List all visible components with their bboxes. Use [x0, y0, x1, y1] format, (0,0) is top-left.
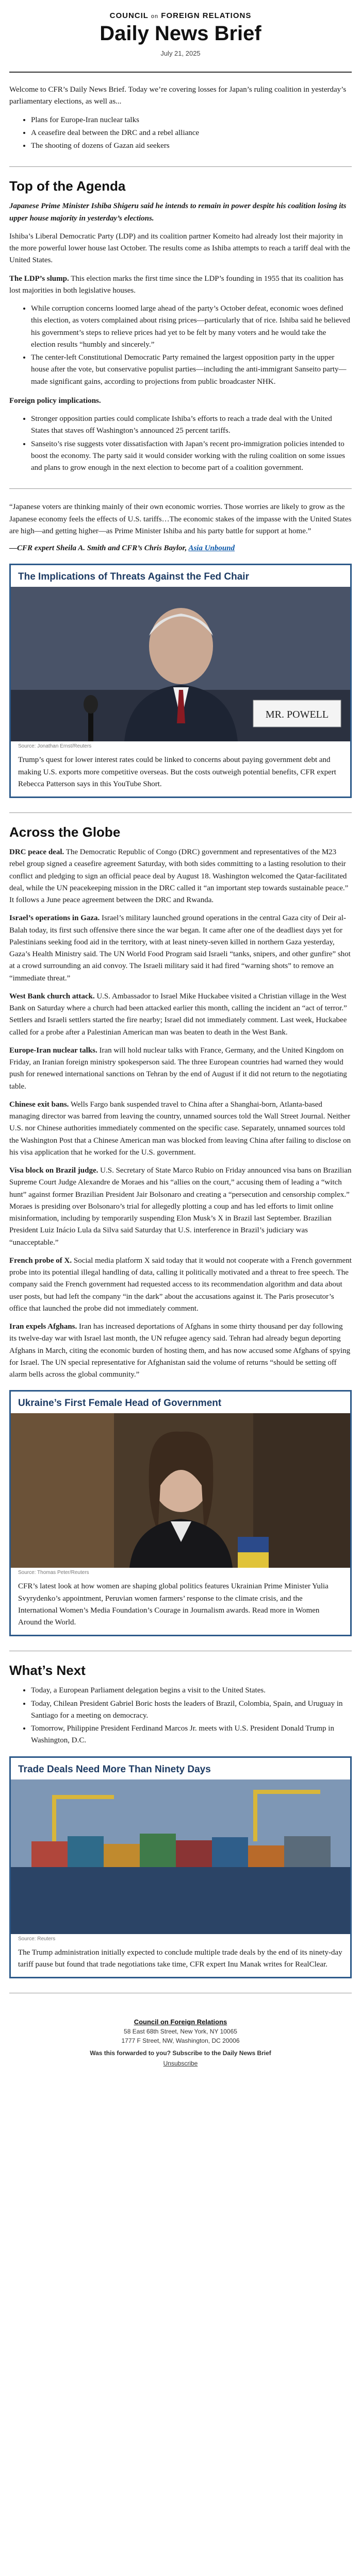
feature-title[interactable]: Trade Deals Need More Than Ninety Days [18, 1764, 211, 1775]
section-heading-across-globe: Across the Globe [9, 824, 121, 840]
footer [9, 2005, 352, 2082]
divider [9, 488, 352, 489]
whats-next-item: • Today, a European Parliament delegation begins a visit to the United States. [31, 1685, 352, 1697]
agenda-item: • The center-left Constitutional Democratic Party remained the largest opposition party in the upper house after the vote, but conservative populist parties—including the anti-immigrant Sanseito party—made significant gains, according to projections from public broadcaster NHK. [31, 352, 352, 388]
agenda-item: • While corruption concerns loomed large ahead of the party’s October defeat, economic woes defined this election, as voters complained about rising prices—particularly that of rice. Ishiba said he believed his government’s steps to relieve prices had yet to be felt by many voters and he would take the election results “humbly and sincerely.” [31, 303, 352, 351]
agenda-list [31, 303, 352, 388]
powell-illustration [11, 587, 350, 741]
masthead [9, 0, 352, 57]
feature-title[interactable]: The Implications of Threats Against the Fed Chair [18, 571, 249, 583]
footer-address-dc: 1777 F Street, NW, Washington, DC 20006 [121, 2037, 240, 2044]
foreign-policy-list [31, 413, 352, 474]
quote-attribution: —CFR expert Sheila A. Smith and CFR’s Chris Baylor, Asia Unbound [9, 544, 235, 552]
foreign-policy-item: • Stronger opposition parties could complicate Ishiba’s efforts to reach a trade deal with the United States that staves off Washington’s announced 25 percent tariffs. [31, 413, 352, 437]
unsubscribe-link[interactable]: Unsubscribe [163, 2060, 198, 2067]
globe-item: Europe-Iran nuclear talks. Iran will hold nuclear talks with France, Germany, and the United Kingdom on Friday, an Iranian foreign ministry spokesperson said. The three European countries had warned they would push for renewed international sanctions on Tehran by the end of August if it did not return to the negotiating table. [9, 1046, 347, 1091]
footer-address: 58 East 68th Street, New York, NY 10065 [124, 2028, 237, 2035]
issue-date: July 21, 2025 [160, 49, 201, 57]
feature-box-trade [9, 1756, 352, 1979]
feature-box-fed-chair [9, 564, 352, 798]
cfr-logo[interactable]: COUNCIL on FOREIGN RELATIONS [109, 11, 252, 20]
feature-body: The Trump administration initially expected to conclude multiple trade deals by the end of its ninety-day tariff pause but found that trade negotiations take time, CFR expert Inu Manak writes for RealClear. [18, 1948, 342, 1969]
agenda-paragraph: Ishiba’s Liberal Democratic Party (LDP) and its coalition partner Komeito had already lost their majority in the more powerful lower house last October. The results come as Ishiba attempts to reach a tariff deal with the United States. [9, 232, 350, 265]
photo-caption: Source: Reuters [18, 1936, 56, 1942]
ports-photo[interactable] [11, 1780, 350, 1934]
whats-next-item: • Tomorrow, Philippine President Ferdinand Marcos Jr. meets with U.S. President Donald Trump in Washington, D.C. [31, 1723, 352, 1747]
photo-caption: Source: Jonathan Ernst/Reuters [18, 743, 92, 750]
section-heading-top-agenda: Top of the Agenda [9, 178, 126, 194]
divider [9, 72, 352, 73]
svyrydenko-illustration [11, 1413, 350, 1568]
expert-quote: “Japanese voters are thinking mainly of their own economic worries. Those worries are likely to grow as the Japanese economy feels the effects of U.S. tariffs…The economic stakes of the impasse with the United States are high—and getting higher—as Prime Minister Ishiba and his party battle for support at home.” [9, 503, 352, 535]
svg-text:MR. POWELL: MR. POWELL [265, 709, 329, 721]
asia-unbound-link[interactable]: Asia Unbound [188, 544, 235, 552]
feature-body: Trump’s quest for lower interest rates could be linked to concerns about paying government debt and making U.S. exports more competitive overseas. But the costs outweigh potential benefits, CFR expert Rebecca Patterson says in this YouTube Short. [18, 756, 336, 788]
globe-item: Visa block on Brazil judge. U.S. Secretary of State Marco Rubio on Friday announced visa bans on Brazilian Supreme Court Judge Alexandre de Moraes and his “allies on the court,” accusing them of leading a “witch hunt” against former Brazilian President Jair Bolsonaro and creating a “persecution and censorship complex.” Moraes is presiding over Bolsonaro’s trial for allegedly plotting a coup and has led efforts to limit online misinformation, including by temporarily suspending Elon Musk’s X in Brazil last September. Brazilian President Luiz Inácio Lula da Silva said Saturday that U.S. interference in Brazil’s judiciary was “unacceptable.” [9, 1166, 352, 1247]
globe-item: French probe of X. Social media platform X said today that it would not cooperate with a French government probe into its potential illegal handling of data, calling it politically motivated and a threat to free speech. The company said the French government had requested access to its recommendation algorithm and data about user posts, but had left the company “in the dark” about the accusations against it. The Paris prosecutor’s office that launched the probe did not immediately comment. [9, 1256, 352, 1313]
whats-next-item: • Today, Chilean President Gabriel Boric hosts the leaders of Brazil, Colombia, Spain, and Uruguay in Santiago for a meeting on democracy. [31, 1698, 352, 1722]
globe-item: Iran expels Afghans. Iran has increased deportations of Afghans in some thirty thousand per day following its twelve-day war with Israel last month, the UN refugee agency said. Tehran had already begun deporting Afghans in March, citing the economic burden of hosting them, and has now accused some Afghans of spying for Israel. The UN special representative for Afghanistan said the volume of returns “should be setting off alarm bells across the global community.” [9, 1323, 351, 1379]
agenda-slump-text: This election marks the first time since the LDP’s founding in 1955 that its coalition has lost majorities in both legislative houses. [9, 274, 343, 295]
feature-body: CFR’s latest look at how women are shaping global politics features Ukrainian Prime Minister Yulia Svyrydenko’s appointment, Peruvian women farmers’ response to the climate crisis, and the International Women’s Media Foundation’s Courage in Journalism awards. Read more in Women Around the World. [18, 1582, 329, 1626]
agenda-slump-lead: The LDP’s slump. [9, 274, 69, 283]
divider [9, 166, 352, 167]
intro-text: Welcome to CFR’s Daily News Brief. Today we’re covering losses for Japan’s ruling coalition in yesterday’s parliamentary elections, as well as... [9, 86, 347, 106]
newsletter-title: Daily News Brief [100, 22, 261, 45]
section-heading-whats-next: What’s Next [9, 1663, 86, 1679]
intro-item: • The shooting of dozens of Gazan aid seekers [31, 140, 352, 152]
globe-item: West Bank church attack. U.S. Ambassador to Israel Mike Huckabee visited a Christian village in the West Bank on Saturday where a church had been attacked earlier this month, calling the incident an “act of terror.” Settlers and Israeli settlers started the fire nearby; Israel did not immediately comment. Last week, Huckabee called for a probe after a Palestinian American man was beaten to death in the West Bank. [9, 992, 347, 1037]
globe-item: DRC peace deal. The Democratic Republic of Congo (DRC) government and representatives of the M23 rebel group signed a ceasefire agreement Saturday, with both sides committing to a lasting resolution to their conflict and pledging to sign an official peace deal by August 18. Washington welcomed the Qatar-facilitated deal, while the UN peacekeeping mission in the DRC called it “an important step towards sustainable peace.” It follows a June peace agreement between the DRC and Rwanda. [9, 848, 349, 904]
globe-item: Chinese exit bans. Wells Fargo bank suspended travel to China after a Shanghai-born, Atlanta-based managing director was barred from leaving the country, unnamed sources told the Wall Street Journal. Neither U.S. nor Chinese authorities immediately commented on the specific case. Separately, unnamed sources told the Washington Post that a Chinese American man was blocked from leaving China after failing to disclose on his visa application that he worked for the U.S. government. [9, 1100, 351, 1157]
feature-title[interactable]: Ukraine’s First Female Head of Government [18, 1398, 222, 1409]
agenda-lead: Japanese Prime Minister Ishiba Shigeru said he intends to remain in power despite his coalition losing its upper house majority in yesterday’s elections. [9, 202, 347, 223]
footer-org-link[interactable]: Council on Foreign Relations [134, 2018, 227, 2026]
globe-item: Israel’s operations in Gaza. Israel’s military launched ground operations in the central Gaza city of Deir al-Balah today, its first such offensive there since the war began. It came after one of the deadliest days yet for Palestinians seeking food aid in the territory, with at least ninety-seven killed in northern Gaza yesterday, Gaza’s Health Ministry said. The UN World Food Program said Israeli “tanks, snipers, and other gunfire” shot at a crowd surrounding an aid convoy. The Israeli military said it had fired “warning shots” to remove an “immediate threat.” [9, 914, 351, 982]
intro-item: • Plans for Europe-Iran nuclear talks [31, 114, 352, 126]
foreign-policy-lead: Foreign policy implications. [9, 396, 101, 405]
foreign-policy-item: • Sanseito’s rise suggests voter dissatisfaction with Japan’s recent pro-immigration policies intended to boost the economy. The party said it would consider working with the ruling coalition on some issues and plans to grow enough in the next election to become part of a coalition government. [31, 438, 352, 474]
intro-item: • A ceasefire deal between the DRC and a rebel alliance [31, 127, 352, 139]
divider [9, 812, 352, 813]
feature-box-ukraine [9, 1390, 352, 1636]
whats-next-list [31, 1685, 352, 1747]
svyrydenko-photo[interactable] [11, 1413, 350, 1568]
photo-caption: Source: Thomas Peter/Reuters [18, 1570, 89, 1576]
intro-list [31, 114, 352, 152]
agenda-slump [9, 273, 352, 297]
powell-photo[interactable] [11, 587, 350, 741]
ports-illustration [11, 1780, 350, 1934]
subscribe-link[interactable]: Was this forwarded to you? Subscribe to the Daily News Brief [90, 2049, 271, 2057]
globe-items [9, 846, 352, 1381]
